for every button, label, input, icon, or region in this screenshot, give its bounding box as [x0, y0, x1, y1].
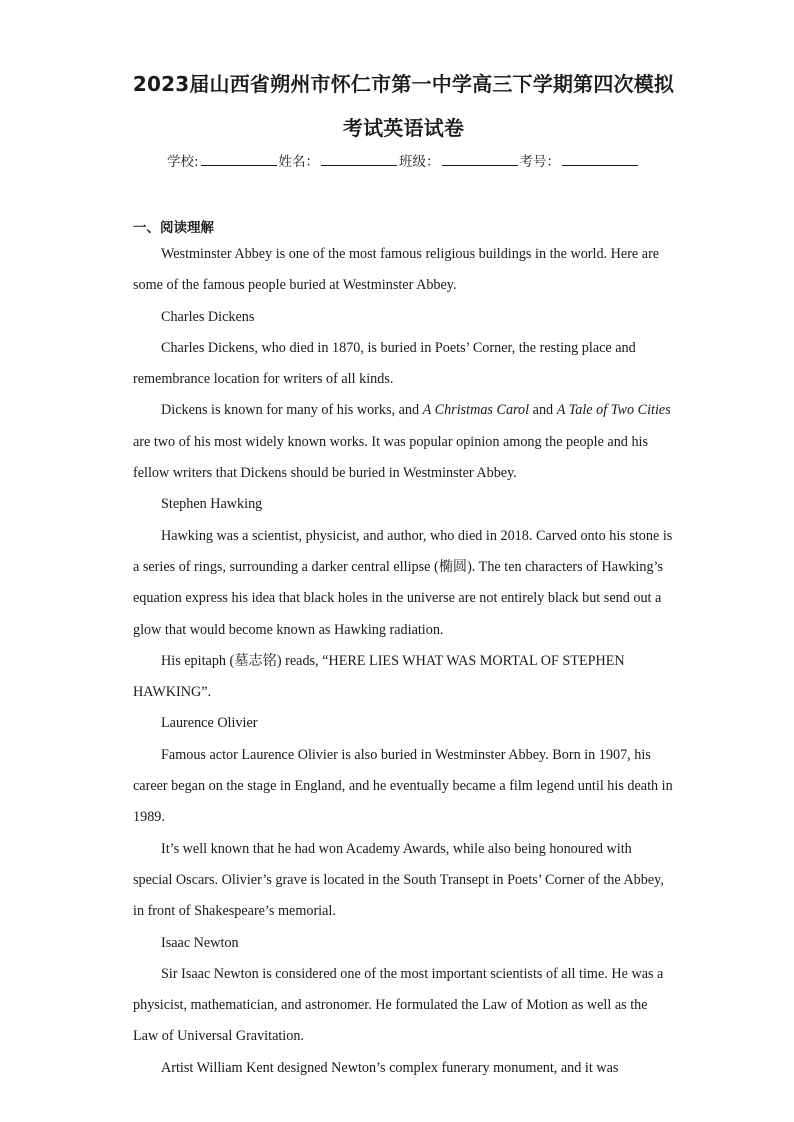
- paragraph-newton-2: Artist William Kent designed Newton’s complex funerary monument, and it was: [161, 1059, 619, 1076]
- dickens-text-b: and: [529, 402, 557, 419]
- paragraph-olivier-1: Famous actor Laurence Olivier is also buried in Westminster Abbey. Born in 1907, his career began on the stage in England, and he eventually became a film legend until his death in 1989.: [133, 746, 673, 826]
- subheading-newton: Isaac Newton: [161, 934, 239, 951]
- paragraph-hawking-2: His epitaph (墓志铭) reads, “HERE LIES WHAT WAS MORTAL OF STEPHEN HAWKING”.: [133, 652, 625, 701]
- paragraph-dickens-2: [133, 395, 674, 489]
- exam-title-line-2: 考试英语试卷: [342, 116, 465, 140]
- school-label: 学校:: [166, 154, 199, 170]
- paragraph-intro: Westminster Abbey is one of the most famous religious buildings in the world. Here are some of the famous people buried at Westminster Abbey.: [133, 246, 660, 294]
- subheading-hawking: Stephen Hawking: [161, 496, 263, 513]
- book-title-christmas-carol: A Christmas Carol: [422, 402, 530, 419]
- class-label: 班级：: [399, 154, 440, 170]
- subheading-dickens: Charles Dickens: [161, 308, 255, 325]
- number-blank: [562, 151, 638, 166]
- exam-title: [119, 62, 688, 150]
- book-title-tale-of-two-cities: A Tale of Two Cities: [556, 402, 671, 419]
- exam-title-line-1: 2023届山西省朔州市怀仁市第一中学高三下学期第四次模拟: [132, 72, 675, 96]
- reading-passage: [133, 239, 674, 1084]
- dickens-text-a: Dickens is known for many of his works, and: [161, 402, 423, 419]
- class-blank: [442, 151, 518, 166]
- name-blank: [321, 151, 397, 166]
- paragraph-olivier-2: It’s well known that he had won Academy Awards, while also being honoured with special Oscars. Olivier’s grave is located in the South Transept in Poets’ Corner of the Abbey, in front of Shakespeare’s memorial.: [133, 840, 664, 920]
- subheading-olivier: Laurence Olivier: [161, 715, 258, 732]
- paragraph-hawking-1: Hawking was a scientist, physicist, and author, who died in 2018. Carved onto his stone is a series of rings, surrounding a darker central ellipse (椭圆). The ten characters of Hawking’s equation express his idea that black holes in the universe are not entirely black but send out a glow that would become known as Hawking radiation.: [133, 527, 673, 638]
- school-blank: [201, 151, 277, 166]
- number-label: 考号：: [519, 154, 561, 170]
- section-heading: 一、阅读理解: [133, 220, 214, 236]
- dickens-text-c: are two of his most widely known works. It was popular opinion among the people and his fellow writers that Dickens should be buried in Westminster Abbey.: [133, 433, 649, 482]
- name-label: 姓名：: [278, 154, 320, 170]
- student-info-line: [133, 150, 674, 173]
- paragraph-newton-1: Sir Isaac Newton is considered one of the most important scientists of all time. He was a physicist, mathematician, and astronomer. He formulated the Law of Motion as well as the Law of Universal Gravitation.: [133, 965, 664, 1045]
- paragraph-dickens-1: Charles Dickens, who died in 1870, is buried in Poets’ Corner, the resting place and remembrance location for writers of all kinds.: [133, 339, 636, 388]
